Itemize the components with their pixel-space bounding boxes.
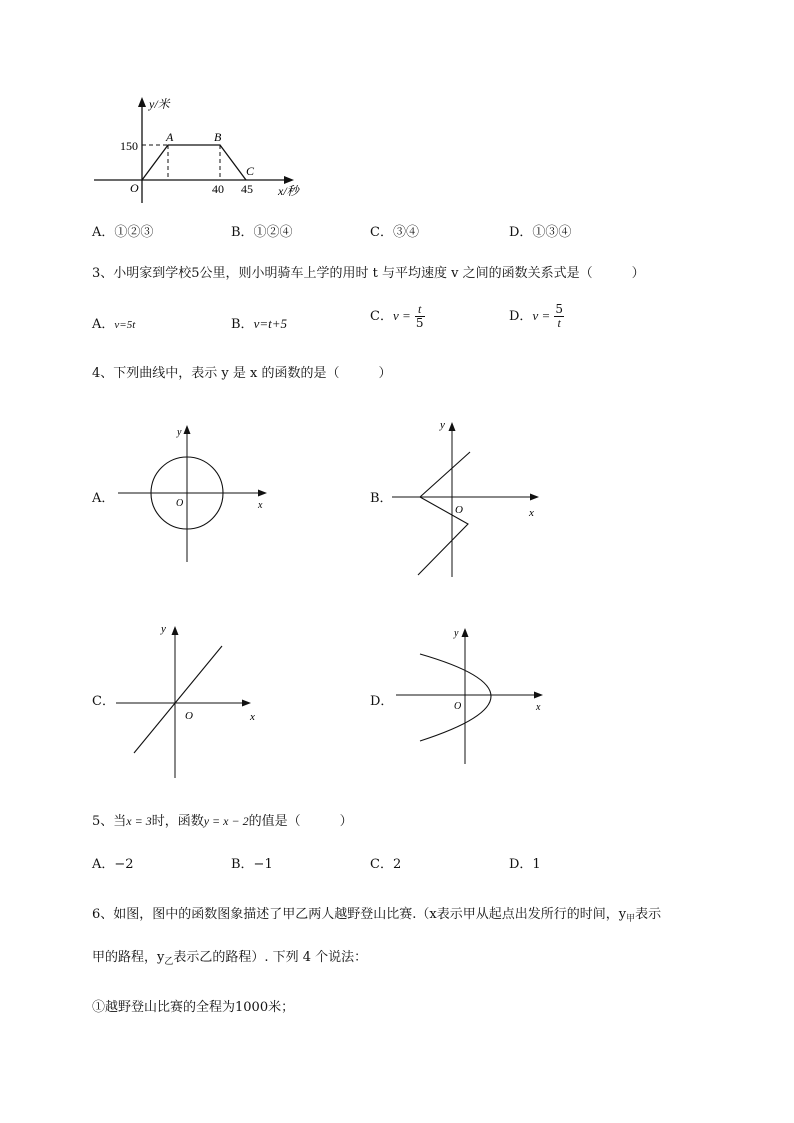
q3-d-fraction [554,303,564,330]
q3-option-a[interactable] [92,313,135,332]
origin-label: O [130,181,139,195]
q3-a-label: A． [92,317,115,332]
q3-option-d[interactable] [509,303,564,330]
q4-b-origin: O [455,504,463,516]
q5-question [92,810,353,829]
q3-d-denominator: t [557,316,561,330]
q2-option-b[interactable]: B．①②④ [231,225,293,240]
q4-graph-line [110,618,270,783]
q4-d-x-label: x [536,702,541,713]
x-tick-45: 45 [241,182,253,196]
q4-graph-circle [112,420,272,565]
q4-question: 4、下列曲线中，表示 y 是 x 的函数的是（ ） [92,366,392,381]
y-tick-150: 150 [120,139,138,153]
x-axis-label: x/秒 [278,184,299,198]
q3-b-label: B． [231,317,254,332]
q5-option-b[interactable]: B．−1 [231,857,273,872]
q2-option-d[interactable]: D．①③④ [509,225,572,240]
q6-line1-text: 6、如图，图中的函数图象描述了甲乙两人越野登山比赛.（x表示甲从起点出发所行的时间，y [92,907,627,922]
q4-graph-v-shape [388,412,548,582]
q6-question-line2 [92,946,367,967]
q4-graph-parabola [392,622,552,767]
q2-option-c[interactable]: C．③④ [370,225,419,240]
q5-condition: x = 3 [126,814,152,828]
q6-statement-1: ①越野登山比赛的全程为1000米； [92,1000,295,1015]
q4-option-c-label[interactable]: C． [92,694,115,709]
q5-function: y = x − 2 [203,814,249,828]
q4-b-x-label: x [529,507,534,519]
q4-a-y-label: y [177,427,182,438]
q3-option-c[interactable] [370,303,425,330]
q6-sub-yi: 乙 [164,957,174,967]
q4-option-d-label[interactable]: D． [370,694,394,709]
point-a-label: A [166,130,174,144]
q5-option-c[interactable]: C．2 [370,857,402,872]
q6-line2-start: 甲的路程，y [92,950,165,965]
distance-time-graph [88,95,328,205]
q5-prefix: 5、当 [92,814,127,829]
q3-b-formula: v=t+5 [253,316,287,331]
q4-b-y-label: y [440,419,445,431]
q4-c-origin: O [185,710,193,722]
q5-option-a[interactable]: A．−2 [92,857,134,872]
q6-line1-end: 表示 [635,907,662,922]
q2-option-a[interactable]: A．①②③ [92,225,154,240]
point-b-label: B [214,130,222,144]
q4-a-x-label: x [258,500,263,511]
y-axis-label: y/米 [149,97,170,111]
graph-polyline [142,145,246,180]
q4-option-b-label[interactable]: B． [370,491,393,506]
point-c-label: C [246,164,255,178]
x-axis-arrow [284,176,294,184]
q6-sub-jia: 甲 [626,914,636,924]
q3-option-b[interactable] [231,313,287,332]
q3-d-numerator: 5 [555,302,564,316]
q4-d-origin: O [454,701,462,712]
q4-c-x-label: x [250,711,255,723]
q4-c-y-label: y [161,623,166,635]
q3-c-fraction [415,303,425,330]
q3-a-formula: v=5t [114,319,136,331]
q4-d-y-label: y [454,628,459,639]
q5-mid: 时，函数 [151,814,204,829]
q3-c-numerator: t [415,303,425,317]
q4-option-a-label[interactable]: A． [92,491,115,506]
q3-d-label: D． [509,309,533,324]
q3-question: 3、小明家到学校5公里，则小明骑车上学的用时 t 与平均速度 v 之间的函数关系式是（ ） [92,266,645,281]
q6-line2-end: 表示乙的路程）. 下列 4 个说法： [173,950,368,965]
q3-c-denominator: 5 [415,316,424,330]
q6-question-line1 [92,903,661,924]
q4-a-origin: O [176,498,184,509]
q5-option-d[interactable]: D．1 [509,857,541,872]
y-axis-arrow [138,97,146,107]
q3-c-lhs: v = [392,308,411,323]
q3-d-lhs: v = [532,308,551,323]
q5-suffix: 的值是（ ） [248,814,353,829]
q3-c-label: C． [370,309,393,324]
x-tick-40: 40 [212,182,224,196]
